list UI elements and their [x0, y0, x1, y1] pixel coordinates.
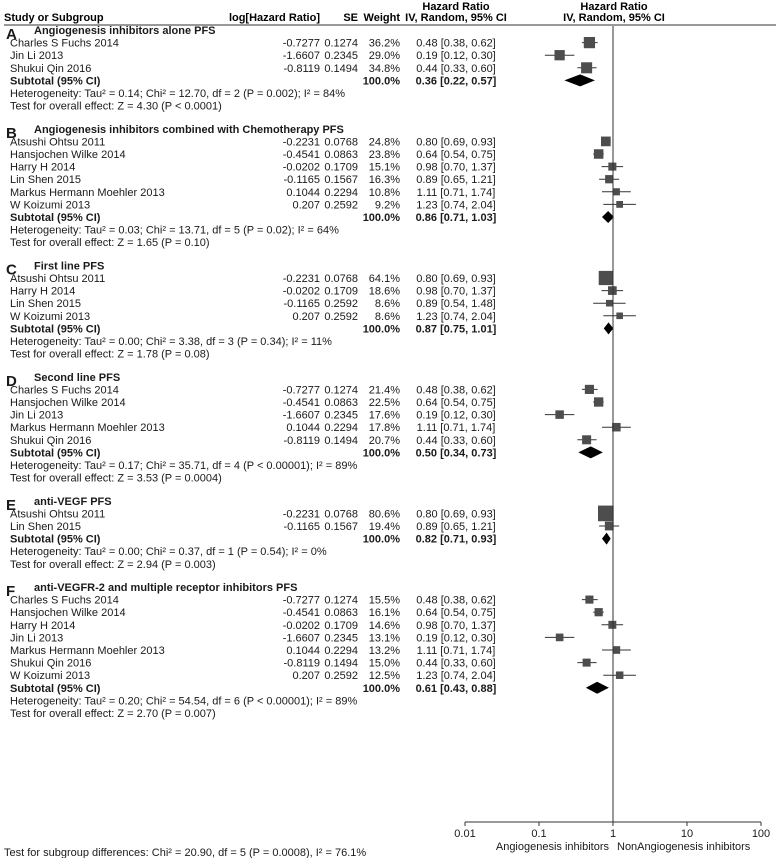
study-name: Markus Hermann Moehler 2013 — [10, 645, 165, 657]
subtotal-hr-ci: 0.61 [0.43, 0.88] — [415, 682, 497, 695]
subtotal-weight: 100.0% — [362, 323, 400, 336]
study-hr-ci: 0.44 [0.33, 0.60] — [416, 434, 496, 447]
study-loghr: -0.8119 — [283, 657, 320, 670]
study-se: 0.2294 — [324, 186, 358, 199]
study-hr-ci: 0.19 [0.12, 0.30] — [416, 50, 496, 63]
study-weight: 18.6% — [368, 285, 400, 298]
study-marker — [616, 201, 623, 208]
study-weight: 22.5% — [368, 397, 400, 409]
study-name: Atsushi Ohtsu 2011 — [10, 508, 106, 521]
study-se: 0.2592 — [324, 310, 358, 323]
subtotal-label: Subtotal (95% CI) — [10, 75, 101, 88]
study-marker — [556, 634, 564, 642]
study-loghr: -0.2231 — [282, 273, 320, 285]
study-loghr: 0.207 — [292, 670, 320, 683]
header-study: Study or Subgroup — [4, 12, 104, 24]
study-marker — [585, 596, 593, 604]
study-se: 0.1709 — [324, 161, 358, 174]
subtotal-hr-ci: 0.36 [0.22, 0.57] — [415, 75, 497, 88]
study-loghr: -1.6607 — [282, 409, 320, 422]
study-name: W Koizumi 2013 — [10, 670, 91, 683]
study-hr-ci: 1.11 [0.71, 1.74] — [416, 422, 496, 435]
x-tick-label: 0.01 — [454, 828, 476, 840]
study-se: 0.2345 — [324, 409, 358, 422]
study-hr-ci: 0.80 [0.69, 0.93] — [416, 136, 496, 149]
study-se: 0.2294 — [324, 645, 358, 657]
study-marker — [605, 175, 613, 183]
study-se: 0.1494 — [324, 657, 358, 670]
x-tick-label: 0.1 — [531, 828, 547, 840]
study-hr-ci: 0.19 [0.12, 0.30] — [416, 409, 496, 422]
heterogeneity-text: Heterogeneity: Tau² = 0.17; Chi² = 35.71, df = 4 (P < 0.00001); I² = 89% — [10, 460, 358, 472]
study-weight: 15.0% — [368, 657, 400, 670]
panel-letter: D — [6, 372, 17, 390]
study-loghr: 0.207 — [292, 310, 320, 323]
study-hr-ci: 1.23 [0.74, 2.04] — [416, 199, 496, 212]
study-loghr: 0.1044 — [286, 186, 320, 199]
overall-effect-text: Test for overall effect: Z = 2.70 (P = 0.007) — [10, 708, 216, 720]
study-hr-ci: 0.44 [0.33, 0.60] — [416, 657, 496, 670]
study-se: 0.1567 — [324, 521, 358, 533]
study-name: Charles S Fuchs 2014 — [10, 37, 119, 50]
study-hr-ci: 1.23 [0.74, 2.04] — [416, 670, 496, 683]
subgroup-differences-test: Test for subgroup differences: Chi² = 20.90, df = 5 (P = 0.0008), I² = 76.1% — [4, 847, 367, 858]
study-name: Lin Shen 2015 — [10, 174, 81, 187]
study-hr-ci: 0.80 [0.69, 0.93] — [416, 508, 496, 521]
study-weight: 64.1% — [368, 273, 400, 285]
study-se: 0.0768 — [324, 136, 358, 149]
study-hr-ci: 1.11 [0.71, 1.74] — [416, 186, 496, 199]
study-weight: 14.6% — [368, 619, 400, 632]
study-name: Markus Hermann Moehler 2013 — [10, 422, 165, 435]
study-se: 0.2592 — [324, 298, 358, 311]
study-marker — [616, 313, 623, 320]
study-se: 0.1274 — [324, 37, 358, 50]
study-hr-ci: 0.64 [0.54, 0.75] — [416, 149, 496, 161]
subtotal-hr-ci: 0.82 [0.71, 0.93] — [415, 533, 497, 546]
subtotal-hr-ci: 0.87 [0.75, 1.01] — [415, 323, 497, 336]
overall-effect-text: Test for overall effect: Z = 1.65 (P = 0.10) — [10, 237, 210, 250]
panel-letter: A — [6, 26, 17, 43]
study-se: 0.1709 — [324, 619, 358, 632]
plot-header-title: Hazard Ratio — [580, 1, 648, 13]
study-marker — [608, 621, 616, 629]
study-weight: 8.6% — [374, 310, 400, 323]
study-marker — [613, 188, 620, 195]
study-marker — [594, 149, 604, 159]
study-hr-ci: 0.48 [0.38, 0.62] — [416, 384, 496, 397]
overall-effect-text: Test for overall effect: Z = 3.53 (P = 0.0004) — [10, 472, 222, 485]
study-weight: 19.4% — [368, 521, 400, 533]
study-marker — [595, 608, 603, 616]
heterogeneity-text: Heterogeneity: Tau² = 0.20; Chi² = 54.54, df = 6 (P < 0.00001); I² = 89% — [10, 695, 358, 708]
study-name: Charles S Fuchs 2014 — [10, 384, 119, 397]
study-weight: 21.4% — [368, 384, 400, 397]
study-marker — [555, 410, 563, 418]
study-weight: 13.2% — [368, 645, 400, 657]
study-loghr: -0.4541 — [282, 607, 320, 620]
study-loghr: -0.8119 — [283, 62, 320, 75]
subtotal-hr-ci: 0.50 [0.34, 0.73] — [415, 447, 497, 460]
study-se: 0.0768 — [324, 508, 358, 521]
panel-letter: B — [6, 124, 17, 142]
study-hr-ci: 1.11 [0.71, 1.74] — [416, 645, 496, 657]
subgroup-title: Second line PFS — [34, 371, 121, 384]
study-se: 0.0863 — [324, 607, 358, 620]
study-name: W Koizumi 2013 — [10, 310, 91, 323]
study-loghr: 0.1044 — [286, 645, 320, 657]
study-marker — [585, 385, 594, 394]
x-tick-label: 10 — [680, 828, 694, 840]
study-hr-ci: 0.98 [0.70, 1.37] — [416, 161, 496, 174]
subtotal-label: Subtotal (95% CI) — [10, 533, 101, 546]
study-name: Shukui Qin 2016 — [10, 62, 92, 75]
study-loghr: -0.0202 — [282, 285, 320, 298]
study-hr-ci: 0.44 [0.33, 0.60] — [416, 62, 496, 75]
study-name: Hansjochen Wilke 2014 — [10, 397, 126, 409]
study-loghr: -1.6607 — [282, 632, 320, 645]
plot-header-subtitle: IV, Random, 95% CI — [563, 12, 665, 24]
study-se: 0.0863 — [324, 397, 358, 409]
heterogeneity-text: Heterogeneity: Tau² = 0.00; Chi² = 0.37, df = 1 (P = 0.54); I² = 0% — [10, 546, 327, 559]
subtotal-weight: 100.0% — [362, 533, 400, 546]
subgroup-title: anti-VEGFR-2 and multiple receptor inhibitors PFS — [34, 582, 298, 594]
study-marker — [594, 397, 603, 406]
header-loghr: log[Hazard Ratio] — [228, 12, 320, 24]
study-name: Atsushi Ohtsu 2011 — [10, 273, 106, 285]
study-name: Harry H 2014 — [10, 285, 76, 298]
study-marker — [605, 522, 614, 531]
study-hr-ci: 1.23 [0.74, 2.04] — [416, 310, 496, 323]
study-loghr: -0.2231 — [282, 136, 320, 149]
study-loghr: -0.0202 — [282, 619, 320, 632]
overall-effect-text: Test for overall effect: Z = 2.94 (P = 0.003) — [10, 558, 216, 571]
study-se: 0.1274 — [324, 594, 358, 607]
panel-letter: E — [6, 496, 17, 514]
study-name: Lin Shen 2015 — [10, 298, 81, 311]
x-tick-label: 1 — [609, 828, 617, 840]
study-weight: 29.0% — [368, 50, 400, 63]
study-weight: 80.6% — [368, 508, 400, 521]
study-loghr: -0.8119 — [283, 434, 320, 447]
study-loghr: 0.1044 — [286, 422, 320, 435]
study-se: 0.1274 — [324, 384, 358, 397]
subtotal-weight: 100.0% — [362, 212, 400, 224]
study-marker — [584, 37, 595, 48]
subtotal-hr-ci: 0.86 [0.71, 1.03] — [415, 212, 497, 224]
study-name: Jin Li 2013 — [10, 632, 64, 645]
subtotal-diamond — [604, 322, 614, 334]
subtotal-weight: 100.0% — [362, 75, 400, 88]
forest-rows — [6, 25, 636, 720]
panel-letter: F — [6, 583, 16, 600]
study-weight: 13.1% — [368, 632, 400, 645]
study-name: W Koizumi 2013 — [10, 199, 91, 212]
study-hr-ci: 0.89 [0.54, 1.48] — [416, 298, 496, 311]
panel-letter: C — [6, 261, 17, 279]
study-loghr: -0.7277 — [282, 594, 320, 607]
study-se: 0.1494 — [324, 62, 358, 75]
study-marker — [581, 62, 592, 73]
overall-effect-text: Test for overall effect: Z = 4.30 (P < 0.0001) — [10, 100, 222, 113]
favours-right-label: NonAngiogenesis inhibitors — [617, 841, 751, 853]
study-name: Markus Hermann Moehler 2013 — [10, 186, 165, 199]
subtotal-weight: 100.0% — [362, 682, 400, 695]
study-se: 0.2345 — [324, 50, 358, 63]
subgroup-title: Angiogenesis inhibitors alone PFS — [34, 25, 216, 37]
study-marker — [608, 163, 616, 171]
study-name: Hansjochen Wilke 2014 — [10, 607, 126, 620]
study-loghr: -0.1165 — [283, 298, 320, 311]
study-name: Atsushi Ohtsu 2011 — [10, 136, 106, 149]
study-hr-ci: 0.64 [0.54, 0.75] — [416, 607, 496, 620]
study-marker — [616, 671, 624, 679]
study-loghr: -1.6607 — [282, 50, 320, 63]
study-marker — [613, 646, 621, 654]
study-weight: 20.7% — [368, 434, 400, 447]
study-se: 0.2592 — [324, 199, 358, 212]
study-hr-ci: 0.80 [0.69, 0.93] — [416, 273, 496, 285]
subtotal-diamond — [578, 446, 603, 458]
study-name: Shukui Qin 2016 — [10, 657, 92, 670]
study-weight: 16.1% — [368, 607, 400, 620]
header-hr-subtitle: IV, Random, 95% CI — [405, 12, 507, 24]
study-marker — [554, 50, 564, 60]
study-loghr: -0.1165 — [283, 174, 320, 187]
subtotal-weight: 100.0% — [362, 447, 400, 460]
study-weight: 8.6% — [374, 298, 400, 311]
x-tick-label: 100 — [751, 828, 771, 840]
study-name: Shukui Qin 2016 — [10, 434, 92, 447]
heterogeneity-text: Heterogeneity: Tau² = 0.14; Chi² = 12.70, df = 2 (P = 0.002); I² = 84% — [10, 88, 345, 100]
overall-effect-text: Test for overall effect: Z = 1.78 (P = 0.08) — [10, 348, 210, 361]
subtotal-diamond — [602, 211, 614, 223]
study-marker — [606, 300, 613, 307]
study-weight: 23.8% — [368, 149, 400, 161]
study-weight: 34.8% — [368, 62, 400, 75]
subtotal-label: Subtotal (95% CI) — [10, 447, 101, 460]
study-marker — [582, 435, 591, 444]
study-loghr: -0.0202 — [282, 161, 320, 174]
study-marker — [601, 137, 611, 147]
study-hr-ci: 0.98 [0.70, 1.37] — [416, 285, 496, 298]
study-hr-ci: 0.48 [0.38, 0.62] — [416, 37, 496, 50]
subtotal-label: Subtotal (95% CI) — [10, 323, 101, 336]
study-loghr: 0.207 — [292, 199, 320, 212]
study-loghr: -0.2231 — [282, 508, 320, 521]
study-hr-ci: 0.98 [0.70, 1.37] — [416, 619, 496, 632]
subtotal-diamond — [586, 682, 609, 694]
study-se: 0.0768 — [324, 273, 358, 285]
heterogeneity-text: Heterogeneity: Tau² = 0.00; Chi² = 3.38, df = 3 (P = 0.34); I² = 11% — [10, 336, 332, 348]
study-weight: 15.1% — [368, 161, 400, 174]
subgroup-title: Angiogenesis inhibitors combined with Chemotherapy PFS — [34, 123, 344, 136]
study-loghr: -0.7277 — [282, 37, 320, 50]
study-marker — [598, 506, 614, 522]
heterogeneity-text: Heterogeneity: Tau² = 0.03; Chi² = 13.71, df = 5 (P = 0.02); I² = 64% — [10, 224, 339, 237]
study-hr-ci: 0.48 [0.38, 0.62] — [416, 594, 496, 607]
study-se: 0.1709 — [324, 285, 358, 298]
study-se: 0.2345 — [324, 632, 358, 645]
study-weight: 24.8% — [368, 136, 400, 149]
study-hr-ci: 0.89 [0.65, 1.21] — [416, 521, 496, 533]
study-se: 0.2592 — [324, 670, 358, 683]
study-weight: 17.8% — [368, 422, 400, 435]
study-se: 0.2294 — [324, 422, 358, 435]
subtotal-label: Subtotal (95% CI) — [10, 682, 101, 695]
subtotal-label: Subtotal (95% CI) — [10, 212, 101, 224]
study-name: Harry H 2014 — [10, 161, 76, 174]
study-loghr: -0.1165 — [283, 521, 320, 533]
study-name: Hansjochen Wilke 2014 — [10, 149, 126, 161]
study-marker — [608, 286, 617, 295]
study-marker — [599, 271, 613, 285]
study-loghr: -0.4541 — [282, 397, 320, 409]
study-loghr: -0.4541 — [282, 149, 320, 161]
study-name: Charles S Fuchs 2014 — [10, 594, 119, 607]
study-name: Lin Shen 2015 — [10, 521, 81, 533]
header-hr-title: Hazard Ratio — [422, 1, 490, 13]
study-se: 0.1567 — [324, 174, 358, 187]
study-name: Jin Li 2013 — [10, 50, 64, 63]
header-weight: Weight — [363, 12, 400, 24]
favours-left-label: Angiogenesis inhibitors — [495, 841, 609, 853]
study-hr-ci: 0.64 [0.54, 0.75] — [416, 397, 496, 409]
study-marker — [583, 659, 591, 667]
study-weight: 36.2% — [368, 37, 400, 50]
subtotal-diamond — [602, 533, 611, 545]
study-se: 0.1494 — [324, 434, 358, 447]
study-weight: 12.5% — [368, 670, 400, 683]
subgroup-title: anti-VEGF PFS — [34, 495, 112, 508]
header-se: SE — [343, 12, 358, 24]
study-weight: 10.8% — [368, 186, 400, 199]
subgroup-title: First line PFS — [34, 260, 105, 273]
study-weight: 16.3% — [368, 174, 400, 187]
study-weight: 9.2% — [374, 199, 400, 212]
study-loghr: -0.7277 — [282, 384, 320, 397]
study-weight: 17.6% — [368, 409, 400, 422]
study-se: 0.0863 — [324, 149, 358, 161]
subtotal-diamond — [564, 74, 595, 86]
study-hr-ci: 0.19 [0.12, 0.30] — [416, 632, 496, 645]
study-weight: 15.5% — [368, 594, 400, 607]
study-name: Harry H 2014 — [10, 619, 76, 632]
study-name: Jin Li 2013 — [10, 409, 64, 422]
study-hr-ci: 0.89 [0.65, 1.21] — [416, 174, 496, 187]
